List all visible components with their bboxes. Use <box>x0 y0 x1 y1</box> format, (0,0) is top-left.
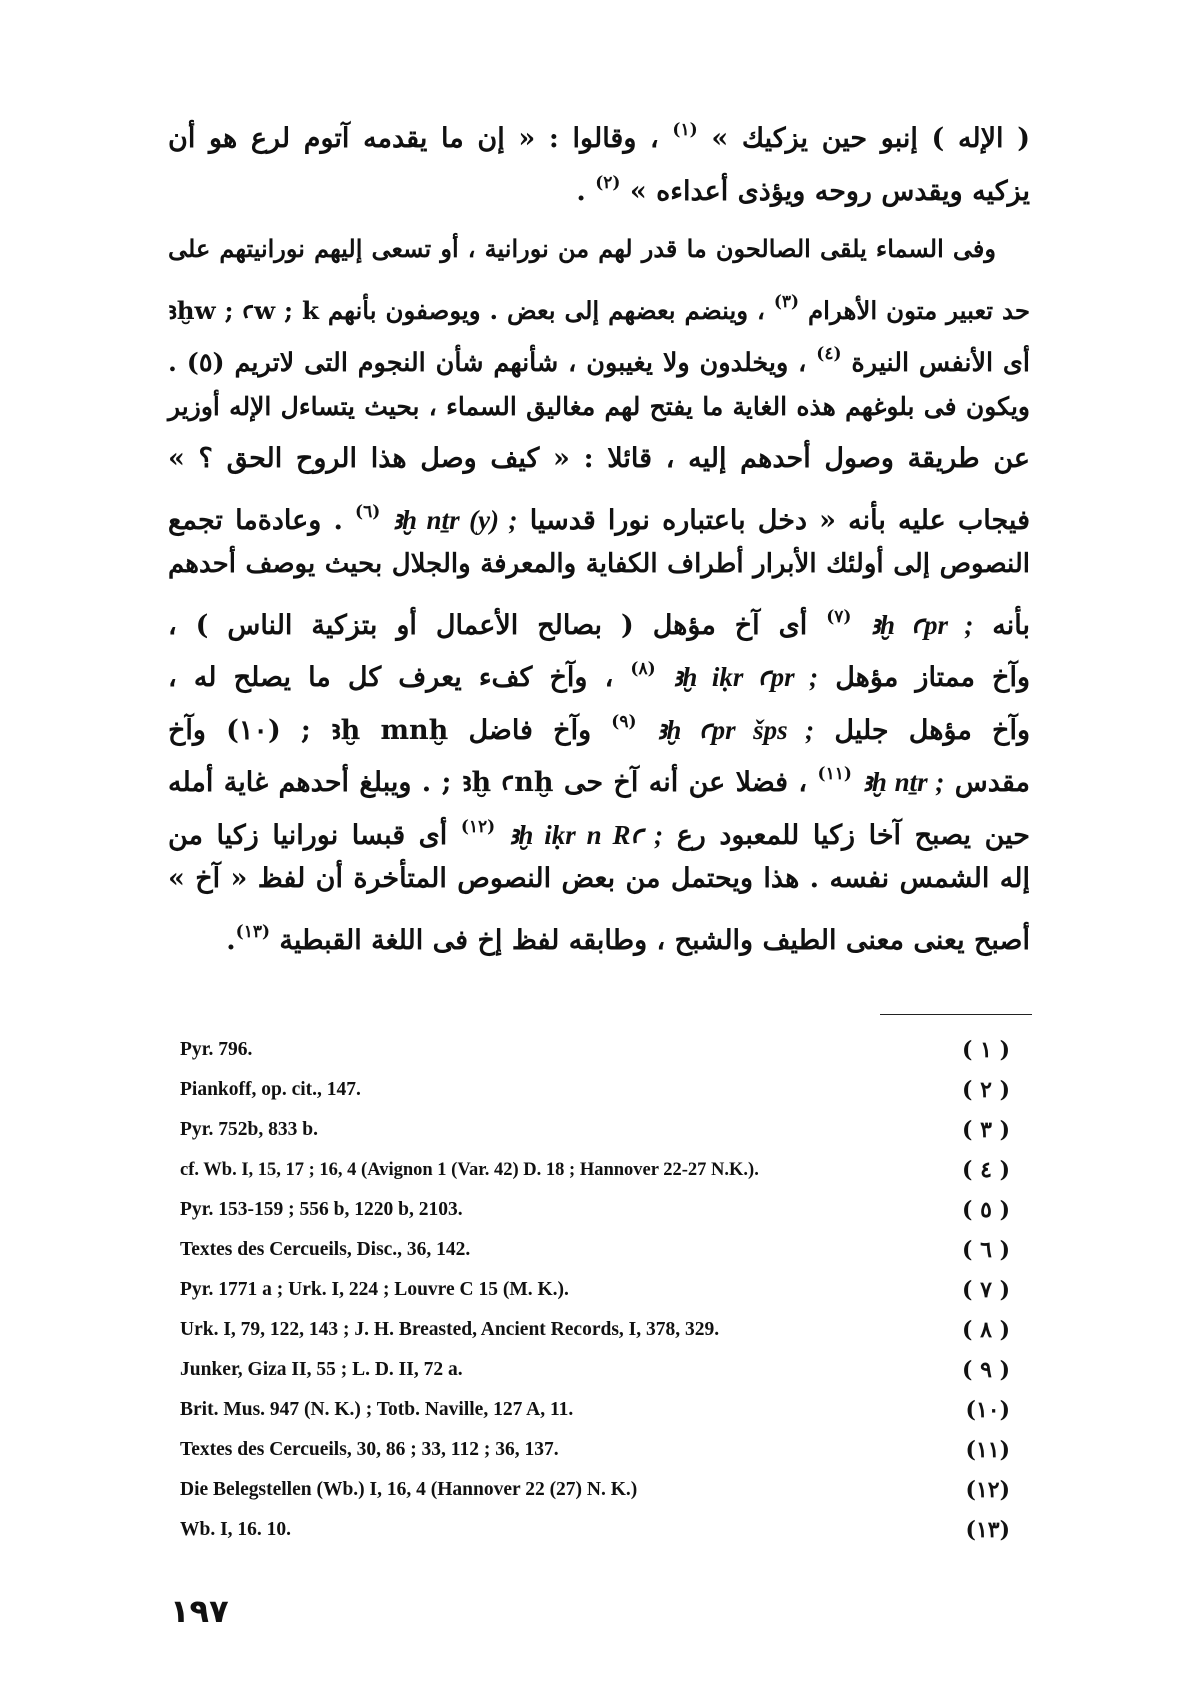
footnote-text: cf. Wb. I, 15, 17 ; 16, 4 (Avignon 1 (Var. 42) D. 18 ; Hannover 22-27 N.K.). <box>180 1159 759 1180</box>
footnote-2 <box>180 1070 1010 1110</box>
text-line-7: عن طريقة وصول أحدهم إليه ، قائلا : « كيف وصل هذا الروح الحق ؟ » <box>168 443 1030 474</box>
footnote-number: (١٣) <box>965 1517 1010 1543</box>
footnote-ref: (٦) <box>355 501 381 522</box>
footnote-text: Pyr. 1771 a ; Urk. I, 224 ; Louvre C 15 (M. K.). <box>180 1279 569 1300</box>
footnote-number: ( ٨ ) <box>962 1317 1010 1343</box>
text-line-14: حين يصبح آخا زكيا للمعبود رع ꜣḫ iḳr n Rꜥ ; $^{(١٢)}$ أى قبسا نورانيا زكيا من <box>168 816 1030 851</box>
footnote-ref: (٨) <box>630 659 656 679</box>
footnote-text: Urk. I, 79, 122, 143 ; J. H. Breasted, Ancient Records, I, 378, 329. <box>180 1319 720 1340</box>
text-line-1: ( الإله ) إنبو حين يزكيك » $^{(١)}$ ، وقالوا : « إن ما يقدمه آتوم لرع هو أن <box>168 120 1030 154</box>
text-line-2: يزكيه ويقدس روحه ويؤذى أعداءه » $^{(٢)}$ . <box>576 172 1030 207</box>
footnote-9 <box>180 1350 1010 1390</box>
footnote-11 <box>180 1430 1010 1470</box>
footnote-text: Junker, Giza II, 55 ; L. D. II, 72 a. <box>180 1359 463 1380</box>
footnote-text: Pyr. 153-159 ; 556 b, 1220 b, 2103. <box>180 1199 463 1220</box>
footnote-text: Pyr. 752b, 833 b. <box>180 1119 318 1140</box>
transliteration: ꜣḫ nṯr ; <box>862 767 945 797</box>
footnote-5 <box>180 1190 1010 1230</box>
footnote-text: Pyr. 796. <box>180 1039 253 1060</box>
text-line-16: أصبح يعنى معنى الطيف والشبح ، وطابقه لفظ إخ فى اللغة القبطية $^{(١٣)}$. <box>226 921 1030 956</box>
footnote-ref: (١) <box>672 120 698 140</box>
footnote-number: (١١) <box>965 1437 1010 1463</box>
text-line-9: النصوص إلى أولئك الأبرار أطراف الكفاية والمعرفة والجلال بحيث يوصف أحدهم <box>168 549 1030 579</box>
footnote-number: ( ٩ ) <box>962 1357 1010 1383</box>
text-line-5: أى الأنفس النيرة $^{(٤)}$ ، ويخلدون ولا يغيبون ، شأنهم شأن النجوم التى لاتريم (٥) . <box>168 344 1030 378</box>
footnote-4 <box>180 1150 1010 1190</box>
footnote-ref: (١٢) <box>460 816 496 837</box>
footnote-3 <box>180 1110 1010 1150</box>
transliteration: ꜣḫ iḳr ꜥpr ; <box>672 662 819 692</box>
footnote-number: ( ٤ ) <box>962 1157 1010 1183</box>
footnote-ref: (٧) <box>826 606 852 627</box>
footnote-number: ( ٧ ) <box>962 1277 1010 1303</box>
text-line-11: وآخ ممتاز مؤهل ꜣḫ iḳr ꜥpr ; $^{(٨)}$ ، وآخ كفء يعرف كل ما يصلح له ، <box>168 659 1030 693</box>
text-line-13: مقدس ꜣḫ nṯr ; $^{(١١)}$ ، فضلا عن أنه آخ حى ꜣḫ ꜥnḫ ; . ويبلغ أحدهم غاية أمله <box>168 764 1030 798</box>
footnote-number: ( ٣ ) <box>962 1117 1010 1143</box>
transliteration: ꜣḫ ꜥpr šps ; <box>656 714 815 745</box>
footnote-number: (١٢) <box>965 1477 1010 1503</box>
footnote-ref: (١١) <box>817 764 852 784</box>
footnote-text: Piankoff, op. cit., 147. <box>180 1079 361 1100</box>
footnote-number: ( ٦ ) <box>962 1237 1010 1263</box>
page-number: ١٩٧ <box>170 1592 229 1630</box>
footnote-ref: (٣) <box>773 291 800 312</box>
footnote-number: ( ١ ) <box>962 1037 1010 1063</box>
footnote-number: ( ٢ ) <box>962 1077 1010 1103</box>
footnote-number: (١٠) <box>965 1397 1010 1423</box>
transliteration: ꜣḫ nṯr (y) ; <box>392 504 518 535</box>
transliteration: ꜣḫ ꜥpr ; <box>870 609 974 640</box>
footnotes <box>180 1030 1010 1550</box>
footnote-ref: (٤) <box>816 344 842 364</box>
footnote-6 <box>180 1230 1010 1270</box>
footnote-text: Textes des Cercueils, Disc., 36, 142. <box>180 1239 471 1260</box>
text-line-10: بأنه ꜣḫ ꜥpr ; $^{(٧)}$ أى آخ مؤهل ( بصالح الأعمال أو بتزكية الناس ) ، <box>168 606 1031 641</box>
text-line-4: حد تعبير متون الأهرام $^{(٣)}$ ، وينضم بعضهم إلى بعض . ويوصفون بأنهم ꜣḫw ; ꜥw ; k <box>168 291 1031 325</box>
footnote-8 <box>180 1310 1010 1350</box>
text-line-6: ويكون فى بلوغهم هذه الغاية ما يفتح لهم مغاليق السماء ، بحيث يتساءل الإله أوزير <box>168 391 1030 421</box>
footnote-1 <box>180 1030 1010 1070</box>
text-line-15: إله الشمس نفسه . هذا ويحتمل من بعض النصوص المتأخرة أن لفظ « آخ » <box>168 863 1030 894</box>
footnote-12 <box>180 1470 1010 1510</box>
footnote-ref: (٢) <box>595 172 621 193</box>
footnote-13 <box>180 1510 1010 1550</box>
footnote-divider <box>880 1014 1032 1015</box>
text-line-12: وآخ مؤهل جليل ꜣḫ ꜥpr šps ; $^{(٩)}$ وآخ فاضل ꜣḫ mnḫ ; (١٠) وآخ <box>168 711 1030 746</box>
footnote-text: Die Belegstellen (Wb.) I, 16, 4 (Hannover 22 (27) N. K.) <box>180 1479 638 1500</box>
text-line-8: فيجاب عليه بأنه « دخل باعتباره نورا قدسيا ꜣḫ nṯr (y) ; $^{(٦)}$ . وعادةما تجمع <box>168 501 1030 536</box>
transliteration: ꜣḫ iḳr n Rꜥ ; <box>508 819 664 850</box>
footnote-text: Wb. I, 16. 10. <box>180 1519 292 1540</box>
footnote-number: ( ٥ ) <box>962 1197 1010 1223</box>
footnote-text: Brit. Mus. 947 (N. K.) ; Totb. Naville, 127 A, 11. <box>180 1399 574 1420</box>
footnote-7 <box>180 1270 1010 1310</box>
footnote-text: Textes des Cercueils, 30, 86 ; 33, 112 ; 36, 137. <box>180 1439 559 1460</box>
text-line-3: وفى السماء يلقى الصالحون ما قدر لهم من نورانية ، أو تسعى إليهم نورانيتهم على <box>168 234 996 263</box>
footnote-10 <box>180 1390 1010 1430</box>
body-text <box>168 104 1030 958</box>
footnote-ref: (٩) <box>611 711 637 732</box>
footnote-ref: (١٣) <box>235 921 270 942</box>
